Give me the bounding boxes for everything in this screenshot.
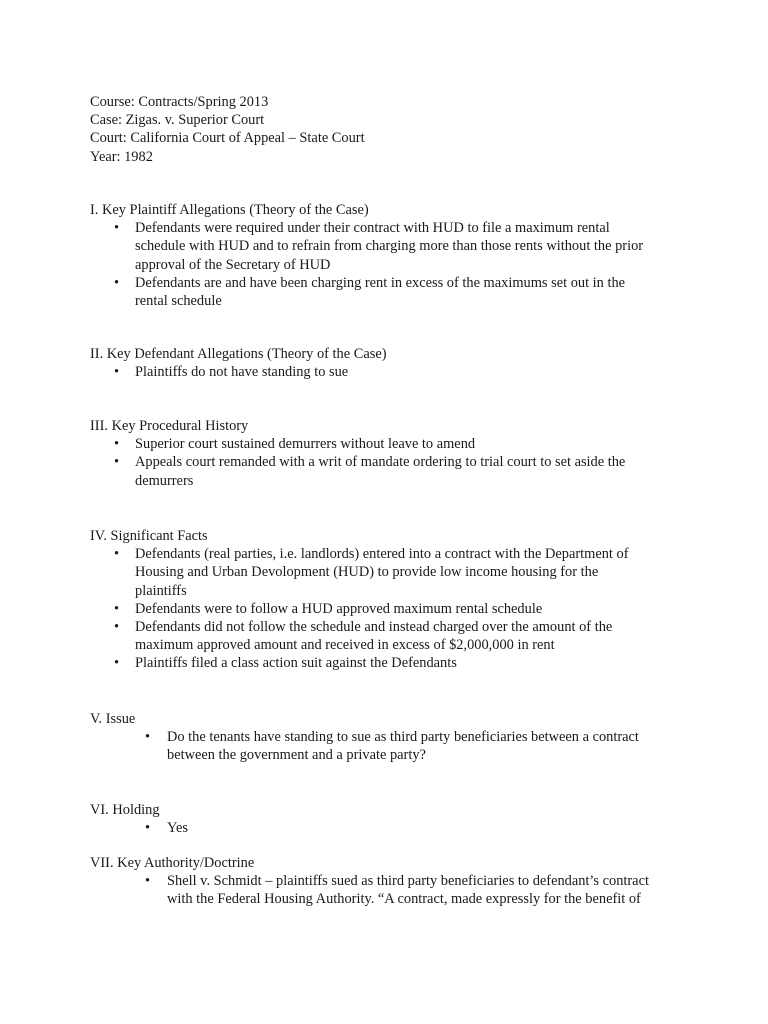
list-item-text: • Defendants were to follow a HUD approved maximum rental schedule — [135, 600, 543, 617]
section-holding — [90, 801, 690, 837]
section-key-authority — [90, 854, 690, 909]
list-item — [90, 654, 690, 672]
list-item — [90, 274, 690, 310]
bullet-list — [90, 435, 690, 490]
section-heading: II. Key Defendant Allegations (Theory of the Case) — [90, 346, 387, 362]
list-item-text: • Plaintiffs filed a class action suit against the Defendants — [135, 655, 457, 672]
list-item-text: • Superior court sustained demurrers without leave to amend — [135, 436, 476, 453]
course-line: Course: Contracts/Spring 2013 — [90, 94, 269, 110]
list-item — [90, 600, 690, 618]
list-item — [90, 219, 690, 274]
list-item-text: maximum approved amount and received in excess of $2,000,000 in rent — [135, 637, 555, 654]
list-item-text: • Plaintiffs do not have standing to sue — [135, 364, 349, 381]
bullet-list — [90, 872, 690, 908]
list-item-text: • Defendants (real parties, i.e. landlords) entered into a contract with the Department of — [135, 546, 629, 563]
list-item — [90, 728, 690, 764]
section-defendant-allegations — [90, 345, 690, 381]
list-item-text: • Do the tenants have standing to sue as third party beneficiaries between a contract — [167, 729, 639, 746]
section-heading: VI. Holding — [90, 802, 160, 818]
section-plaintiff-allegations — [90, 201, 690, 310]
list-item-text: • Defendants were required under their contract with HUD to file a maximum rental — [135, 220, 610, 237]
list-item-text: demurrers — [135, 472, 194, 489]
list-item-text: between the government and a private party? — [167, 747, 426, 764]
bullet-list — [90, 819, 690, 837]
bullet-list — [90, 219, 690, 310]
section-heading: V. Issue — [90, 711, 136, 727]
section-heading: IV. Significant Facts — [90, 528, 208, 544]
list-item-text: • Appeals court remanded with a writ of mandate ordering to trial court to set aside the — [135, 454, 626, 471]
list-item-text: • Defendants are and have been charging rent in excess of the maximums set out in the — [135, 274, 626, 291]
list-item-text: • Defendants did not follow the schedule and instead charged over the amount of the — [135, 619, 613, 636]
case-line: Case: Zigas. v. Superior Court — [90, 112, 265, 129]
list-item-text: approval of the Secretary of HUD — [135, 256, 331, 273]
section-procedural-history — [90, 417, 690, 490]
list-item-text: rental schedule — [135, 293, 222, 310]
list-item-text: with the Federal Housing Authority. “A contract, made expressly for the benefit of — [167, 891, 641, 908]
section-heading: I. Key Plaintiff Allegations (Theory of the Case) — [90, 202, 369, 218]
list-item — [90, 618, 690, 654]
section-significant-facts — [90, 527, 690, 673]
list-item — [90, 435, 690, 453]
bullet-list — [90, 363, 690, 381]
list-item-text: • Shell v. Schmidt – plaintiffs sued as third party beneficiaries to defendant’s contract — [167, 873, 649, 890]
bullet-list — [90, 545, 690, 672]
list-item — [90, 545, 690, 600]
list-item-text: • Yes — [167, 820, 188, 837]
year-line: Year: 1982 — [90, 148, 153, 165]
list-item — [90, 872, 690, 908]
bullet-list — [90, 728, 690, 764]
court-line: Court: California Court of Appeal – State Court — [90, 130, 365, 147]
section-heading: VII. Key Authority/Doctrine — [90, 855, 255, 871]
list-item-text: plaintiffs — [135, 582, 187, 599]
list-item — [90, 453, 690, 489]
section-heading: III. Key Procedural History — [90, 418, 249, 434]
list-item — [90, 819, 690, 837]
list-item — [90, 363, 690, 381]
list-item-text: Housing and Urban Devolopment (HUD) to provide low income housing for the — [135, 564, 599, 581]
section-issue — [90, 710, 690, 765]
list-item-text: schedule with HUD and to refrain from charging more than those rents without the prior — [135, 238, 644, 255]
document-page — [90, 93, 690, 908]
